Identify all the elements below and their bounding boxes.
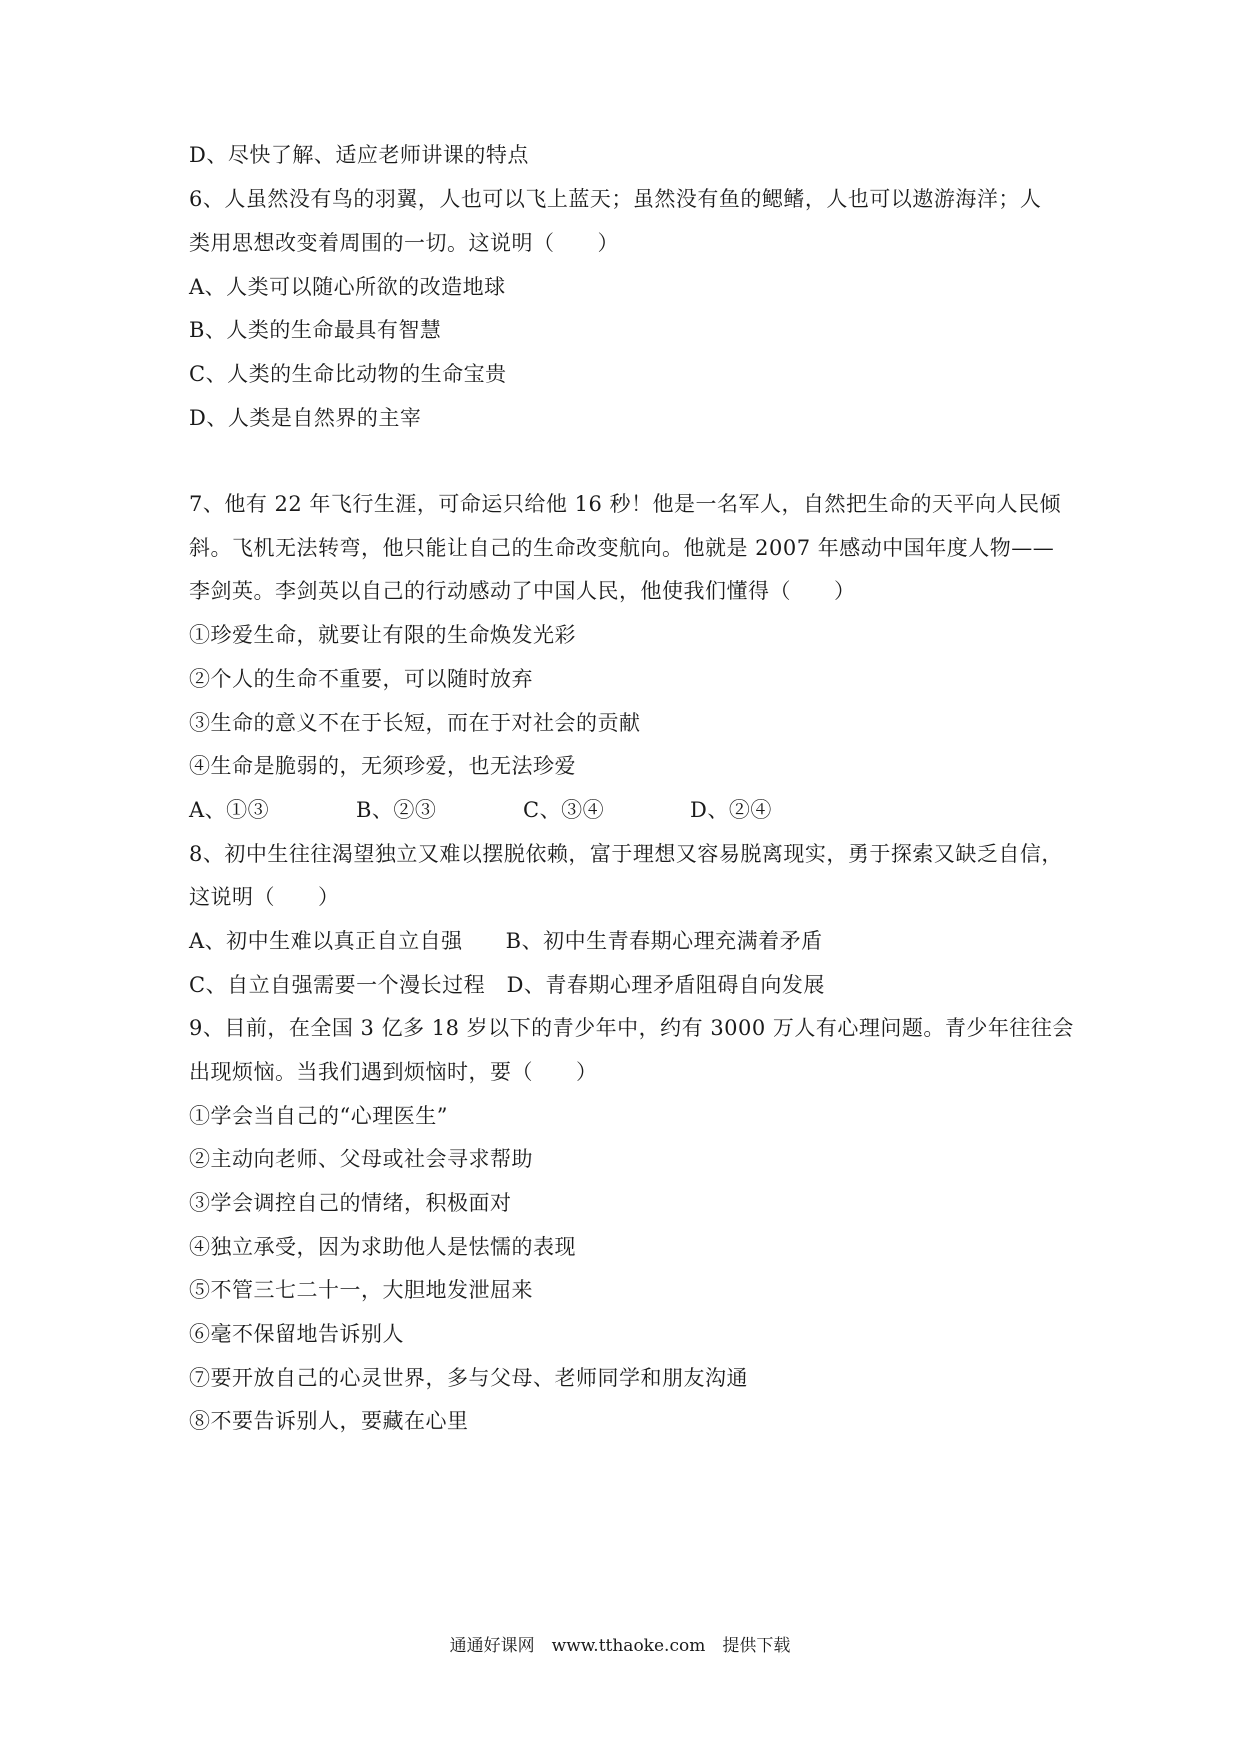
q7-statement-2: ②个人的生命不重要，可以随时放弃: [189, 667, 533, 691]
q9-statement-1: ①学会当自己的“心理医生”: [189, 1104, 448, 1128]
q9-statement-7: ⑦要开放自己的心灵世界，多与父母、老师同学和朋友沟通: [189, 1366, 748, 1390]
q8-options-ab: A、初中生难以真正自立自强 B、初中生青春期心理充满着矛盾: [189, 929, 823, 953]
q7-statement-1: ①珍爱生命，就要让有限的生命焕发光彩: [189, 623, 576, 647]
q7-statement-3: ③生命的意义不在于长短，而在于对社会的贡献: [189, 711, 641, 735]
q7-option-d: D、②④: [690, 798, 772, 822]
q7-option-b: B、②③: [356, 798, 437, 822]
q7-statement-4: ④生命是脆弱的，无须珍爱，也无法珍爱: [189, 754, 576, 778]
q9-statement-6: ⑥毫不保留地告诉别人: [189, 1322, 404, 1346]
q6-option-c: C、人类的生命比动物的生命宝贵: [189, 362, 507, 386]
q7-stem-line-2: 斜。飞机无法转弯，他只能让自己的生命改变航向。他就是 2007 年感动中国年度人物——: [189, 536, 1055, 560]
q7-stem-line-3: 李剑英。李剑英以自己的行动感动了中国人民，他使我们懂得（ ）: [189, 579, 856, 603]
q9-statement-4: ④独立承受，因为求助他人是怯懦的表现: [189, 1235, 576, 1259]
q8-stem-line-1: 8、初中生往往渴望独立又难以摆脱依赖，富于理想又容易脱离现实，勇于探索又缺乏自信，: [189, 842, 1063, 866]
q9-stem-line-2: 出现烦恼。当我们遇到烦恼时，要（ ）: [189, 1060, 598, 1084]
q5-option-d: D、尽快了解、适应老师讲课的特点: [189, 143, 529, 167]
q9-statement-2: ②主动向老师、父母或社会寻求帮助: [189, 1147, 533, 1171]
q8-options-cd: C、自立自强需要一个漫长过程 D、青春期心理矛盾阻碍自向发展: [189, 973, 825, 997]
q9-stem-line-1: 9、目前，在全国 3 亿多 18 岁以下的青少年中，约有 3000 万人有心理问题。青少年往往会: [189, 1016, 1074, 1040]
q9-statement-5: ⑤不管三七二十一，大胆地发泄屈来: [189, 1278, 533, 1302]
q7-option-a: A、①③: [189, 798, 270, 822]
q6-stem-line-2: 类用思想改变着周围的一切。这说明（ ）: [189, 231, 619, 255]
q6-option-b: B、人类的生命最具有智慧: [189, 318, 442, 342]
q9-statement-3: ③学会调控自己的情绪，积极面对: [189, 1191, 512, 1215]
q9-statement-8: ⑧不要告诉别人，要藏在心里: [189, 1409, 469, 1433]
q7-stem-line-1: 7、他有 22 年飞行生涯，可命运只给他 16 秒！他是一名军人，自然把生命的天平向人民倾: [189, 492, 1062, 516]
q7-options-row: [189, 795, 1089, 825]
q8-stem-line-2: 这说明（ ）: [189, 885, 340, 909]
page-footer: 通通好课网 www.tthaoke.com 提供下载: [449, 1636, 791, 1656]
q6-option-d: D、人类是自然界的主宰: [189, 406, 422, 430]
q6-stem-line-1: 6、人虽然没有鸟的羽翼，人也可以飞上蓝天；虽然没有鱼的鳃鳍，人也可以遨游海洋；人: [189, 187, 1042, 211]
q7-option-c: C、③④: [523, 798, 605, 822]
q6-option-a: A、人类可以随心所欲的改造地球: [189, 275, 506, 299]
